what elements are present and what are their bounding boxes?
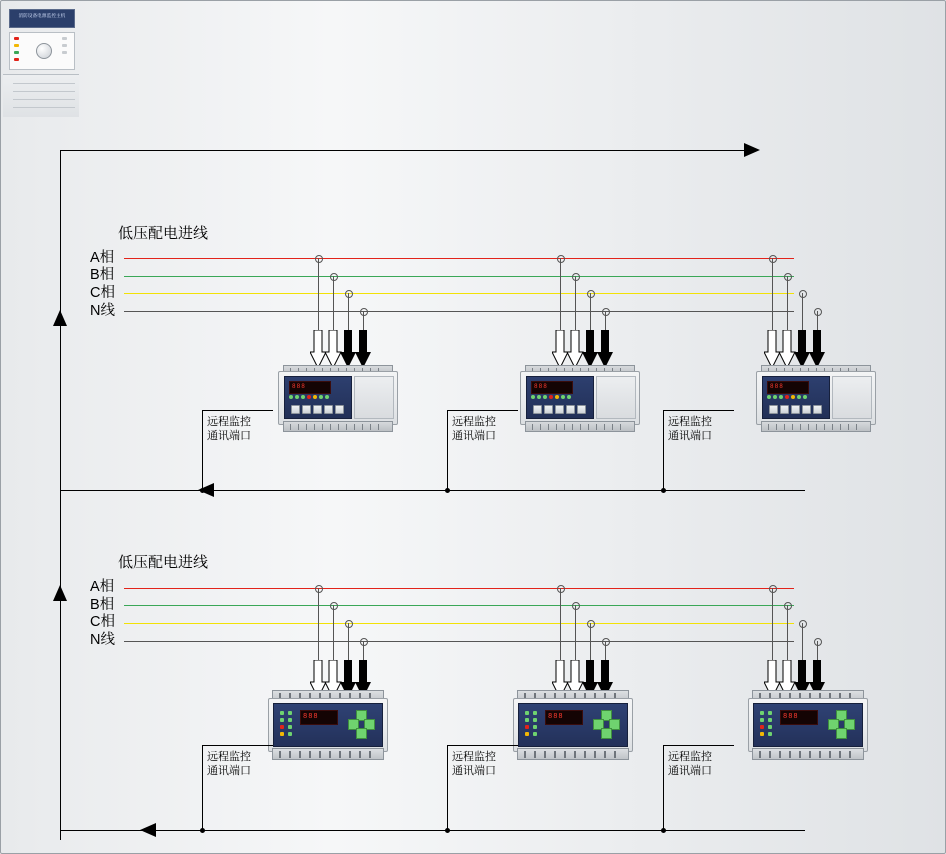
- bus-arrow-to-host: [744, 143, 760, 157]
- incoming-line-label-2: 低压配电进线: [118, 554, 209, 571]
- ct-ring-3-3: [799, 290, 807, 298]
- ct-ring-3-2: [784, 273, 792, 281]
- phase-line-n-1: [124, 311, 794, 312]
- monitoring-host-panel: [0, 0, 82, 120]
- tap-c-3-2: [802, 623, 803, 663]
- phase-line-c-1: [124, 293, 794, 294]
- tap-b-1-2: [333, 605, 334, 663]
- phase-line-a-2: [124, 588, 794, 589]
- comm-port-label-2-1: [202, 745, 273, 782]
- module-display-6: [780, 710, 818, 725]
- ct-ring-2-2: [572, 273, 580, 281]
- comm-port-label-1-3: [663, 410, 734, 447]
- module-display-text-5: 888: [548, 713, 564, 721]
- power-monitor-module-1[interactable]: [278, 363, 396, 431]
- tap-c-1-2: [348, 623, 349, 663]
- module-face-5: [518, 703, 628, 747]
- module-display-text-2: 888: [534, 383, 548, 390]
- bus-arrow-up-1: [53, 310, 67, 326]
- phase-line-c-2: [124, 623, 794, 624]
- module-face-3: [762, 376, 830, 419]
- module-side-panel-1: [354, 376, 394, 419]
- ct-ring-2-3-4: [814, 638, 822, 646]
- bus-return-arrow-2: [140, 823, 156, 837]
- comm-port-line2-2-2: 通讯端口: [452, 765, 496, 777]
- module-keypad-4[interactable]: [348, 710, 374, 736]
- module-face-2: [526, 376, 594, 419]
- tap-a-1-2: [318, 588, 319, 663]
- bus-node-2-2: [445, 828, 450, 833]
- host-knob: [36, 43, 52, 59]
- comm-port-line2-1-2: 通讯端口: [452, 430, 496, 442]
- host-led-spare1: [62, 37, 67, 40]
- module-buttons-3[interactable]: [769, 405, 821, 413]
- tap-a-1-1: [318, 258, 319, 333]
- ct-ring-3-1: [769, 255, 777, 263]
- comm-port-line2-2-1: 通讯端口: [207, 765, 251, 777]
- power-monitor-module-3[interactable]: [756, 363, 874, 431]
- host-screen-text: 消防设备电源监控主机: [18, 13, 66, 18]
- ct-ring-2-4: [602, 308, 610, 316]
- ct-ring-2-2-2: [572, 602, 580, 610]
- ct-ring-2-3-3: [799, 620, 807, 628]
- ct-ring-1-4: [360, 308, 368, 316]
- module-display-text-6: 888: [783, 713, 799, 721]
- bus-return-line-1: [60, 490, 805, 491]
- module-display-1: [289, 381, 331, 394]
- module-display-3: [767, 381, 809, 394]
- module-display-text-4: 888: [303, 713, 319, 721]
- bus-return-line-2: [60, 830, 805, 831]
- comm-port-label-1-1: [202, 410, 273, 447]
- comm-port-line1-2-2: 远程监控: [452, 751, 496, 763]
- host-lower-panel: [3, 74, 79, 117]
- phase-label-c-2: C相: [90, 614, 115, 630]
- module-display-5: [545, 710, 583, 725]
- bus-node-2-3: [661, 828, 666, 833]
- ct-ring-2-3-2: [784, 602, 792, 610]
- host-led-status: [14, 58, 19, 61]
- module-buttons-2[interactable]: [533, 405, 585, 413]
- bus-vertical-trunk: [60, 150, 61, 840]
- host-led-fault: [14, 44, 19, 47]
- module-face-6: [753, 703, 863, 747]
- host-led-power: [14, 51, 19, 54]
- host-led-alarm: [14, 37, 19, 40]
- comm-port-line2-1-1: 通讯端口: [207, 430, 251, 442]
- phase-label-n-2: N线: [90, 632, 115, 648]
- tap-b-2-2: [575, 605, 576, 663]
- comm-port-line2-2-3: 通讯端口: [668, 765, 712, 777]
- comm-port-line1-1-1: 远程监控: [207, 416, 251, 428]
- ct-ring-2-1-1: [315, 585, 323, 593]
- phase-label-b-1: B相: [90, 267, 115, 283]
- module-terminal-bottom-5: [517, 748, 629, 760]
- bus-horizontal-line: [60, 150, 750, 151]
- module-side-panel-3: [832, 376, 872, 419]
- bus-node-1-3: [661, 488, 666, 493]
- comm-port-label-2-3: [663, 745, 734, 782]
- module-terminal-bottom-4: [272, 748, 384, 760]
- comm-port-line1-2-3: 远程监控: [668, 751, 712, 763]
- ct-ring-1-1: [315, 255, 323, 263]
- module-terminal-bottom-2: [525, 421, 635, 432]
- module-keypad-5[interactable]: [593, 710, 619, 736]
- ct-ring-3-4: [814, 308, 822, 316]
- tap-c-3-1: [802, 293, 803, 333]
- phase-label-n-1: N线: [90, 303, 115, 319]
- ct-ring-2-3-1: [769, 585, 777, 593]
- ct-ring-2-1-3: [345, 620, 353, 628]
- bus-arrow-up-2: [53, 585, 67, 601]
- power-monitor-module-2[interactable]: [520, 363, 638, 431]
- bus-node-1-2: [445, 488, 450, 493]
- ct-ring-1-3: [345, 290, 353, 298]
- module-led-bar-3: [767, 395, 823, 401]
- comm-port-line1-1-3: 远程监控: [668, 416, 712, 428]
- incoming-line-label-1: 低压配电进线: [118, 225, 209, 242]
- power-monitor-module-4[interactable]: [268, 688, 386, 760]
- phase-label-a-2: A相: [90, 579, 115, 595]
- host-led-spare2: [62, 44, 67, 47]
- tap-c-2-2: [590, 623, 591, 663]
- phase-line-b-2: [124, 605, 794, 606]
- module-display-4: [300, 710, 338, 725]
- power-monitor-module-6[interactable]: [748, 688, 866, 760]
- phase-line-a-1: [124, 258, 794, 259]
- ct-ring-2-2-1: [557, 585, 565, 593]
- module-face-1: [284, 376, 352, 419]
- module-terminal-bottom-3: [761, 421, 871, 432]
- ct-ring-2-1-2: [330, 602, 338, 610]
- phase-line-n-2: [124, 641, 794, 642]
- tap-c-1-1: [348, 293, 349, 333]
- tap-b-1-1: [333, 276, 334, 333]
- power-monitor-module-5[interactable]: [513, 688, 631, 760]
- bus-node-2-1: [200, 828, 205, 833]
- tap-b-2-1: [575, 276, 576, 333]
- ct-ring-1-2: [330, 273, 338, 281]
- ct-ring-2-3: [587, 290, 595, 298]
- host-screen: [9, 9, 75, 28]
- phase-label-b-2: B相: [90, 597, 115, 613]
- comm-port-line2-1-3: 通讯端口: [668, 430, 712, 442]
- module-keypad-6[interactable]: [828, 710, 854, 736]
- comm-port-label-1-2: [447, 410, 518, 447]
- module-display-text-3: 888: [770, 383, 784, 390]
- comm-port-line1-1-2: 远程监控: [452, 416, 496, 428]
- tap-b-3-2: [787, 605, 788, 663]
- module-display-text-1: 888: [292, 383, 306, 390]
- module-buttons-1[interactable]: [291, 405, 343, 413]
- phase-label-a-1: A相: [90, 250, 115, 266]
- bus-node-1-1: [200, 488, 205, 493]
- module-face-4: [273, 703, 383, 747]
- module-terminal-bottom-6: [752, 748, 864, 760]
- comm-port-line1-2-1: 远程监控: [207, 751, 251, 763]
- ct-ring-2-2-4: [602, 638, 610, 646]
- ct-ring-2-1-4: [360, 638, 368, 646]
- tap-b-3-1: [787, 276, 788, 333]
- ct-ring-2-2-3: [587, 620, 595, 628]
- comm-port-label-2-2: [447, 745, 518, 782]
- ct-ring-2-1: [557, 255, 565, 263]
- module-led-bar-1: [289, 395, 345, 401]
- phase-line-b-1: [124, 276, 794, 277]
- module-display-2: [531, 381, 573, 394]
- tap-a-3-2: [772, 588, 773, 663]
- module-terminal-bottom-1: [283, 421, 393, 432]
- tap-a-2-2: [560, 588, 561, 663]
- tap-a-2-1: [560, 258, 561, 333]
- module-led-bar-2: [531, 395, 587, 401]
- phase-label-c-1: C相: [90, 285, 115, 301]
- tap-a-3-1: [772, 258, 773, 333]
- module-side-panel-2: [596, 376, 636, 419]
- host-led-spare3: [62, 51, 67, 54]
- tap-c-2-1: [590, 293, 591, 333]
